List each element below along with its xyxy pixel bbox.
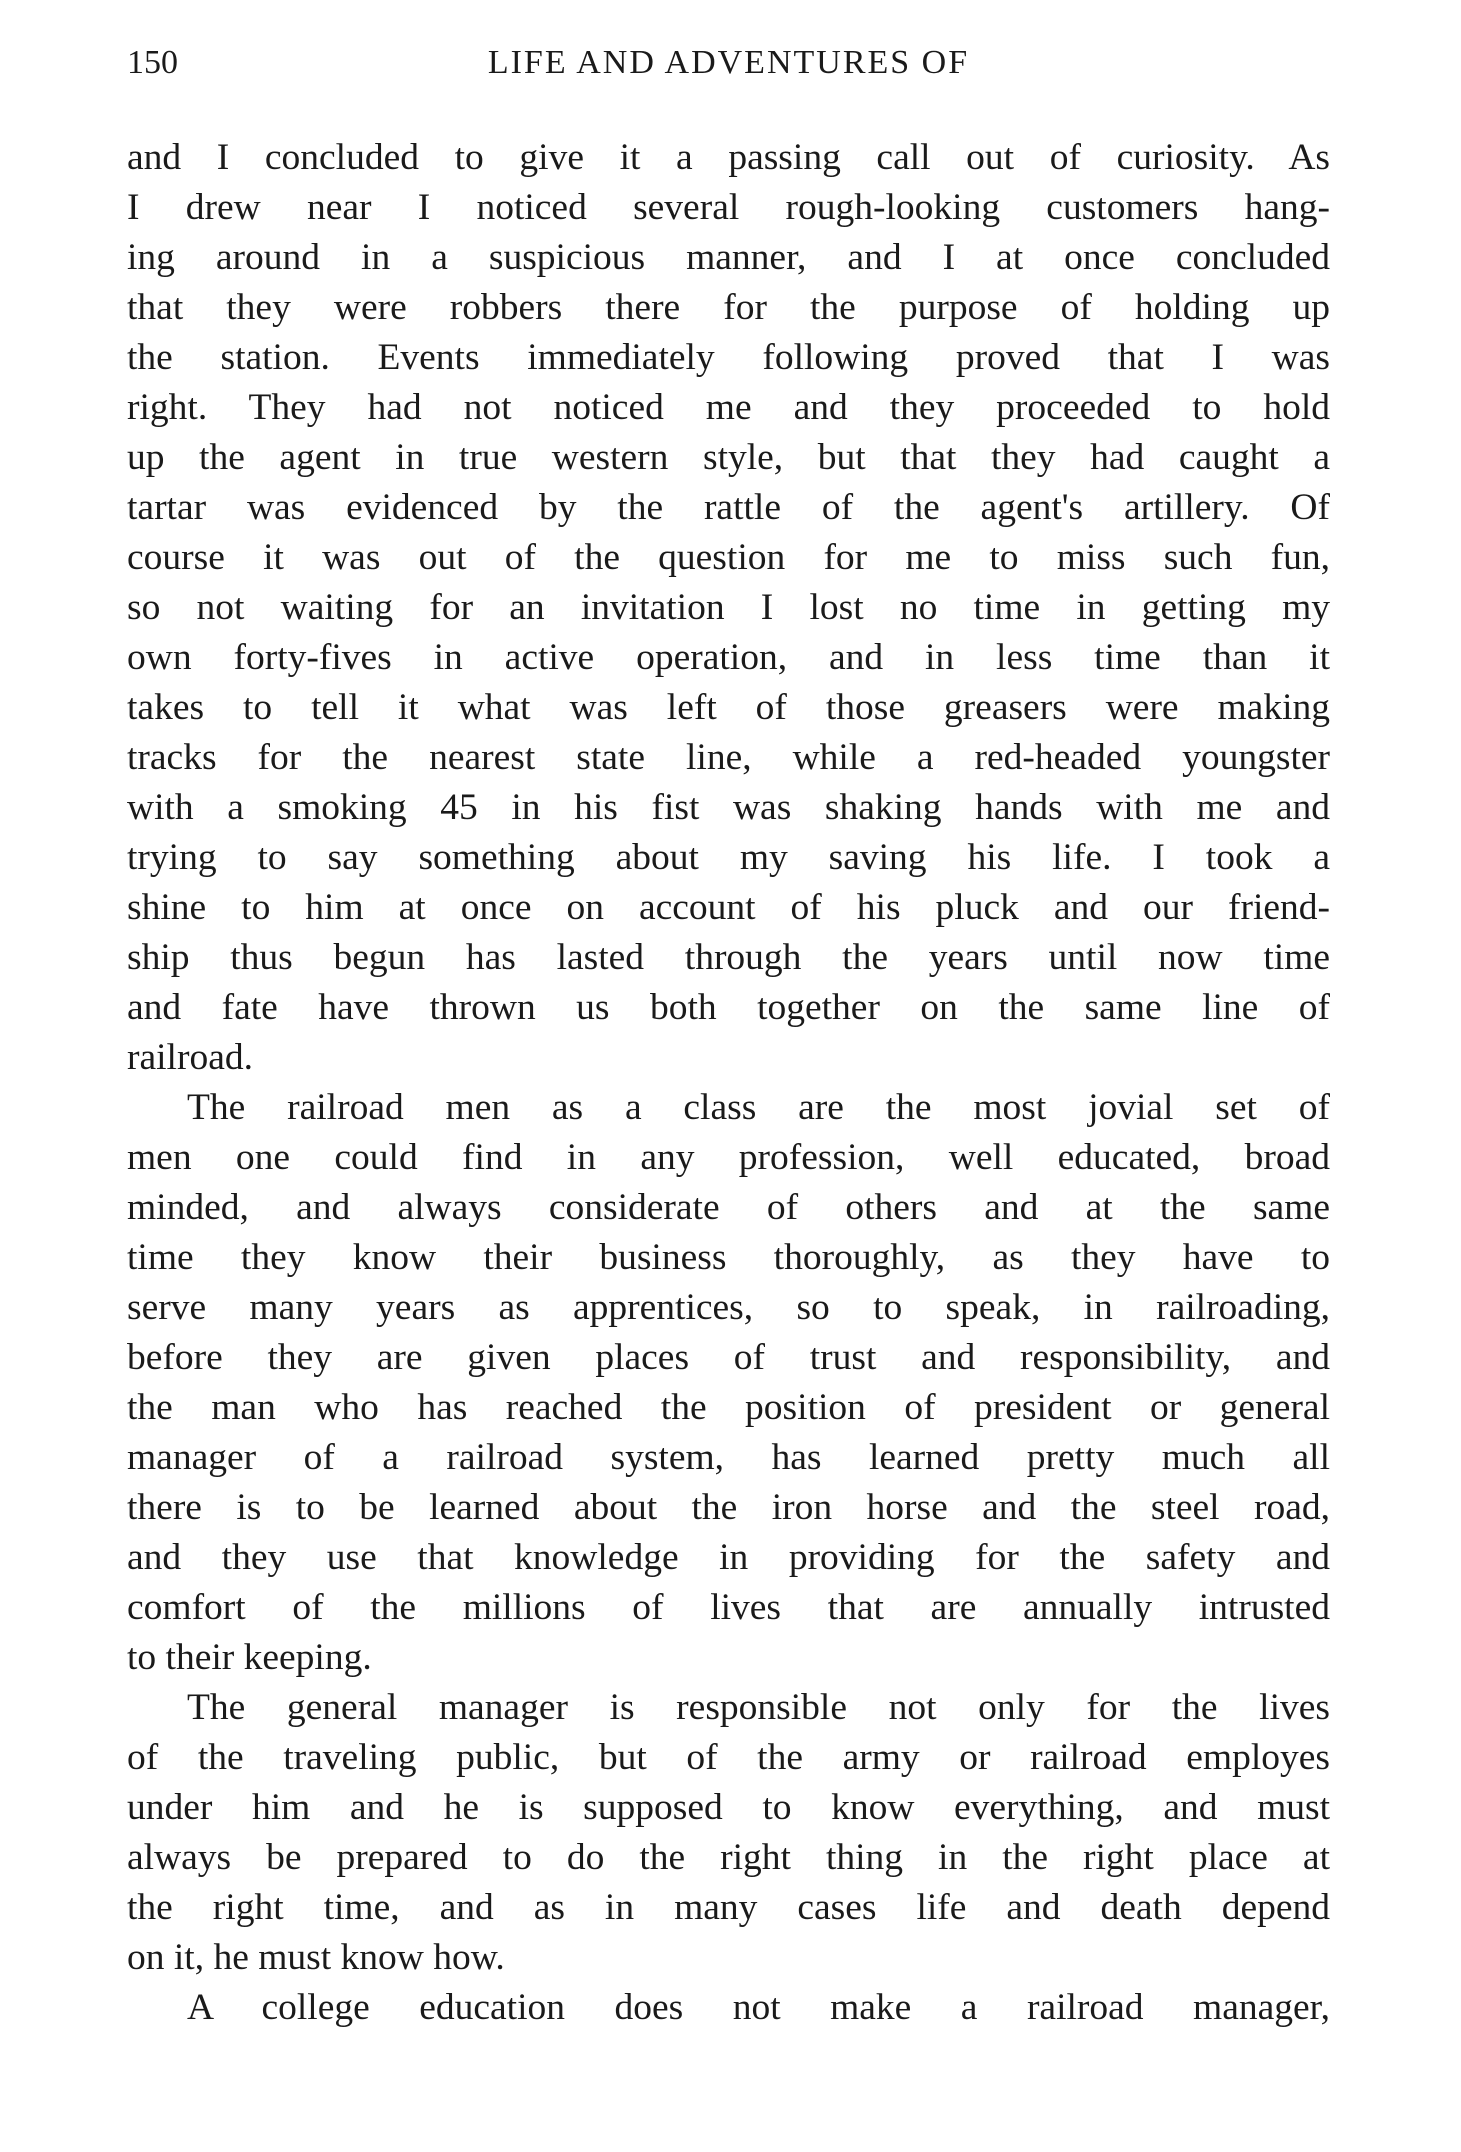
text-line: up the agent in true western style, but that they had caught a [127,437,1330,478]
text-line: under him and he is supposed to know everything, and must [127,1787,1330,1828]
paragraph [127,1683,1330,1983]
running-title: LIFE AND ADVENTURES OF [487,44,970,81]
text-line: right. They had not noticed me and they proceeded to hold [127,387,1330,428]
paragraph [127,133,1330,1083]
text-line: I drew near I noticed several rough-looking customers hang- [127,187,1330,228]
text-line: tracks for the nearest state line, while a red-headed youngster [127,737,1330,778]
text-line: ship thus begun has lasted through the years until now time [127,937,1330,978]
text-line: of the traveling public, but of the army or railroad employes [127,1737,1330,1778]
paragraph [127,1083,1330,1683]
text-line: course it was out of the question for me to miss such fun, [127,537,1330,578]
page-header [127,44,1330,94]
text-line: the station. Events immediately following proved that I was [127,337,1330,378]
text-line: the man who has reached the position of president or general [127,1387,1330,1428]
text-line: ing around in a suspicious manner, and I at once concluded [127,237,1330,278]
text-line: on it, he must know how. [127,1937,505,1978]
text-line: trying to say something about my saving his life. I took a [127,837,1330,878]
text-line: men one could find in any profession, well educated, broad [127,1137,1330,1178]
text-line: the right time, and as in many cases life and death depend [127,1887,1330,1928]
text-line: time they know their business thoroughly, as they have to [127,1237,1330,1278]
text-line: and fate have thrown us both together on the same line of [127,987,1330,1028]
text-line: so not waiting for an invitation I lost no time in getting my [127,587,1330,628]
text-line: The general manager is responsible not only for the lives [187,1687,1330,1728]
text-line: and they use that knowledge in providing for the safety and [127,1537,1330,1578]
text-line: to their keeping. [127,1637,372,1678]
text-line: before they are given places of trust and responsibility, and [127,1337,1330,1378]
text-line: manager of a railroad system, has learned pretty much all [127,1437,1330,1478]
text-line: and I concluded to give it a passing call out of curiosity. As [127,137,1330,178]
text-line: The railroad men as a class are the most jovial set of [187,1087,1330,1128]
text-line: there is to be learned about the iron horse and the steel road, [127,1487,1330,1528]
text-line: railroad. [127,1037,253,1078]
paragraph [127,1983,1330,2033]
text-line: own forty-fives in active operation, and in less time than it [127,637,1330,678]
text-line: minded, and always considerate of others and at the same [127,1187,1330,1228]
text-line: shine to him at once on account of his pluck and our friend- [127,887,1330,928]
page-body [127,133,1330,2033]
text-line: A college education does not make a railroad manager, [187,1987,1330,2028]
text-line: takes to tell it what was left of those greasers were making [127,687,1330,728]
text-line: always be prepared to do the right thing in the right place at [127,1837,1330,1878]
text-line: that they were robbers there for the purpose of holding up [127,287,1330,328]
text-line: with a smoking 45 in his fist was shaking hands with me and [127,787,1330,828]
text-line: serve many years as apprentices, so to speak, in railroading, [127,1287,1330,1328]
text-line: comfort of the millions of lives that are annually intrusted [127,1587,1330,1628]
text-line: tartar was evidenced by the rattle of the agent's artillery. Of [127,487,1330,528]
page-number: 150 [127,44,178,81]
